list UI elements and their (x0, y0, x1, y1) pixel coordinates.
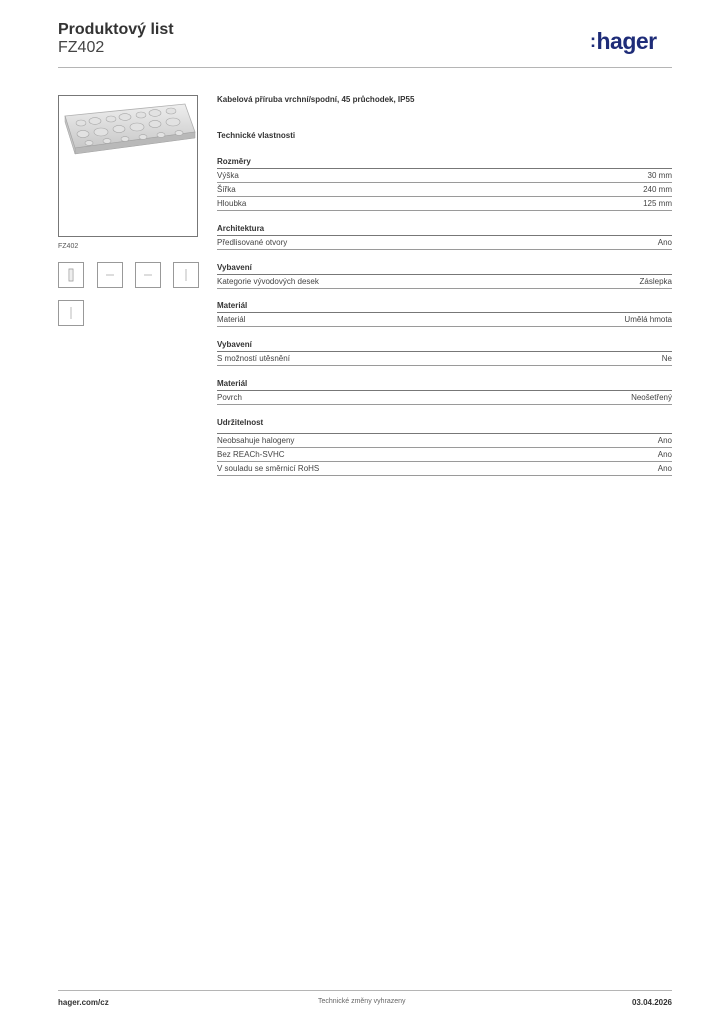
spec-value: Ano (657, 436, 672, 445)
spec-label: Výška (217, 171, 239, 180)
thumbnail-5[interactable] (58, 300, 84, 326)
footer-date: 03.04.2026 (631, 998, 672, 1007)
cable-gland-plate-image (59, 96, 197, 236)
product-photo[interactable] (58, 95, 198, 237)
drawing-top-icon (136, 263, 160, 287)
spec-value: Ano (657, 450, 672, 459)
spec-label: Kategorie vývodových desek (217, 277, 319, 286)
footer-website-link[interactable]: hager.com/cz (58, 998, 109, 1007)
drawing-end-icon (174, 263, 198, 287)
spec-value: Záslepka (639, 277, 672, 286)
product-code: FZ402 (58, 39, 105, 56)
spec-label: S možností utěsnění (217, 354, 290, 363)
spec-label: V souladu se směrnicí RoHS (217, 464, 320, 473)
footer-divider (58, 990, 672, 991)
logo-text: hager (596, 28, 657, 54)
spec-row (217, 236, 672, 250)
spec-label: Hloubka (217, 199, 247, 208)
spec-label: Předlisované otvory (217, 238, 288, 247)
spec-label: Materiál (217, 315, 246, 324)
spec-label: Povrch (217, 393, 242, 402)
spec-row (217, 313, 672, 327)
spec-value: Ne (661, 354, 672, 363)
section-title-equipment-2: Vybavení (217, 340, 252, 349)
drawing-side-icon (98, 263, 122, 287)
spec-label: Šířka (217, 185, 236, 194)
thumbnail-3[interactable] (135, 262, 161, 288)
drawing-front-icon (59, 263, 83, 287)
spec-value: 240 mm (643, 185, 672, 194)
spec-row (217, 275, 672, 289)
spec-row (217, 183, 672, 197)
section-title-architecture: Architektura (217, 224, 265, 233)
header-divider (58, 67, 672, 68)
spec-value: 30 mm (647, 171, 672, 180)
spec-row (217, 391, 672, 405)
thumbnail-1[interactable] (58, 262, 84, 288)
section-title-material-2: Materiál (217, 379, 248, 388)
thumbnail-4[interactable] (173, 262, 199, 288)
logo-dots-icon: : (590, 31, 596, 51)
spec-value: Umělá hmota (624, 315, 672, 324)
product-description: Kabelová příruba vrchní/spodní, 45 průchodek, IP55 (217, 95, 415, 104)
spec-value: Ano (657, 464, 672, 473)
spec-value: 125 mm (643, 199, 672, 208)
spec-row (217, 197, 672, 211)
spec-label: Neobsahuje halogeny (217, 436, 295, 445)
spec-row (217, 448, 672, 462)
spec-value: Neošetřený (631, 393, 672, 402)
section-title-equipment: Vybavení (217, 263, 252, 272)
spec-row (217, 352, 672, 366)
technical-properties-heading: Technické vlastnosti (217, 131, 296, 140)
spec-value: Ano (657, 238, 672, 247)
spec-row (217, 434, 672, 448)
spec-label: Bez REACh-SVHC (217, 450, 285, 459)
section-title-material: Materiál (217, 301, 248, 310)
spec-row (217, 169, 672, 183)
section-title-dimensions: Rozměry (217, 157, 251, 166)
photo-caption: FZ402 (58, 243, 79, 250)
page-title: Produktový list (58, 21, 174, 38)
footer-note: Technické změny vyhrazeny (318, 998, 406, 1005)
drawing-detail-icon (59, 301, 83, 325)
section-title-sustainability: Udržitelnost (217, 418, 264, 427)
spec-row (217, 462, 672, 476)
hager-logo (590, 28, 657, 55)
thumbnail-2[interactable] (97, 262, 123, 288)
